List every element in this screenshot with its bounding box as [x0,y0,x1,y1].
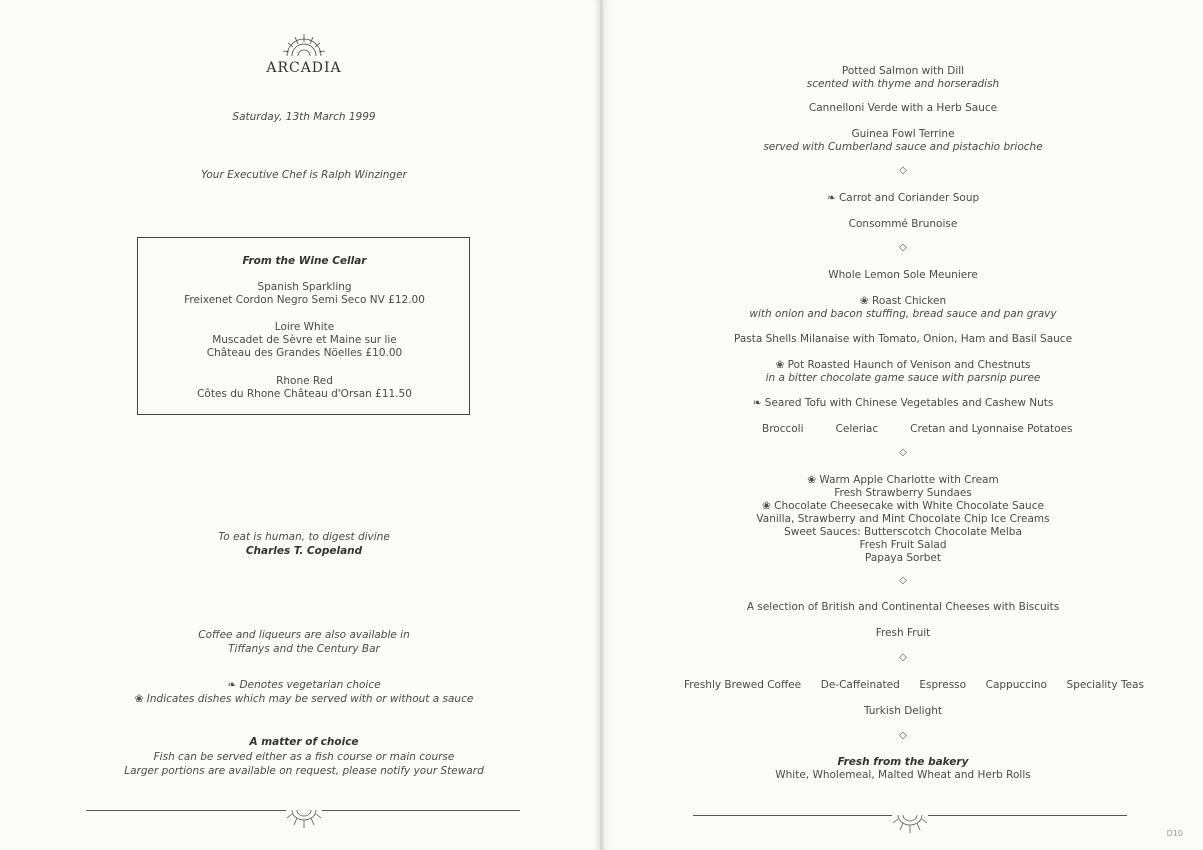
vegetarian-note: ❧ Denotes vegetarian choice [227,679,381,691]
dessert-item: ❀ Warm Apple Charlotte with Cream [807,474,999,486]
menu-item [603,128,1203,154]
dish-description: with onion and bacon stuffing, bread sauce and pan gravy [749,308,1057,320]
soup-item: Consommé Brunoise [848,218,958,230]
wine-heading: Loire White [274,321,335,333]
dish-description: scented with thyme and horseradish [806,78,1000,90]
drink-item: Speciality Teas [1066,679,1144,691]
course-separator: ◇ [899,652,907,663]
coffee-note: Coffee and liqueurs are also available in [198,629,410,641]
drink-item: Freshly Brewed Coffee [684,679,802,691]
dish-name: Cannelloni Verde with a Herb Sauce [808,102,998,114]
bakery-item: White, Wholemeal, Malted Wheat and Herb Rolls [775,769,1031,781]
dish-name: ❧ Seared Tofu with Chinese Vegetables and Cashew Nuts [752,397,1054,409]
vegetable-item: Celeriac [835,423,879,435]
menu-item [603,359,1203,385]
choice-line: Larger portions are available on request, please notify your Steward [124,765,484,777]
sauce-note: ❀ Indicates dishes which may be served with or without a sauce [134,693,474,705]
dessert-item: ❀ Chocolate Cheesecake with White Chocolate Sauce [762,500,1044,512]
sunburst-logo-icon [279,32,329,58]
dessert-item: Fresh Fruit Salad [859,539,947,551]
wine-line: Muscadet de Sèvre et Maine sur lie [212,334,397,346]
logo-text: ARCADIA [266,60,342,76]
wine-group [138,375,471,401]
wine-heading: Rhone Red [276,375,333,387]
wine-group [138,281,471,307]
dessert-item: Vanilla, Strawberry and Mint Chocolate Chip Ice Creams [756,513,1050,525]
arcadia-logo [254,32,354,76]
course-separator: ◇ [899,242,907,253]
bakery-title: Fresh from the bakery [837,756,969,768]
desserts-list [603,474,1203,565]
dessert-item: Sweet Sauces: Butterscotch Chocolate Melba [784,526,1022,538]
menu-item [603,295,1203,321]
sunburst-icon [892,813,928,835]
menu-item [603,65,1203,91]
course-separator: ◇ [899,730,907,741]
page-code: D10 [1166,829,1183,838]
drinks-row [684,679,1144,691]
drink-item: Cappuccino [985,679,1047,691]
dish-name: Guinea Fowl Terrine [851,128,955,140]
choice-line: Fish can be served either as a fish course or main course [153,751,455,763]
soup-item: ❧ Carrot and Coriander Soup [826,192,980,204]
wine-cellar-title: From the Wine Cellar [242,255,367,267]
wine-cellar-box [137,237,470,415]
menu-item [603,333,1203,346]
turkish-delight: Turkish Delight [863,705,943,717]
drink-item: De-Caffeinated [820,679,900,691]
dish-description: in a bitter chocolate game sauce with parsnip puree [765,372,1041,384]
fish-item: Whole Lemon Sole Meuniere [828,269,978,281]
menu-item [603,397,1203,410]
vegetable-item: Broccoli [762,423,804,435]
sunburst-icon [286,808,322,830]
wine-line: Côtes du Rhone Château d'Orsan £11.50 [197,388,412,400]
dish-name: Pasta Shells Milanaise with Tomato, Onion, Ham and Basil Sauce [733,333,1073,345]
wine-heading: Spanish Sparkling [257,281,352,293]
cheese-item: A selection of British and Continental Cheeses with Biscuits [746,601,1060,613]
dessert-item: Fresh Strawberry Sundaes [834,487,972,499]
dessert-item: Papaya Sorbet [864,552,942,564]
menu-date: Saturday, 13th March 1999 [232,111,376,123]
quote: To eat is human, to digest divine [218,531,390,543]
chef-line: Your Executive Chef is Ralph Winzinger [201,169,407,181]
quote-author: Charles T. Copeland [245,545,363,557]
dish-description: served with Cumberland sauce and pistachio brioche [763,141,1043,153]
drink-item: Espresso [919,679,967,691]
course-separator: ◇ [899,165,907,176]
course-separator: ◇ [899,447,907,458]
wine-line: Château des Grandes Nöelles £10.00 [206,347,403,359]
dish-name: ❀ Roast Chicken [859,295,947,307]
choice-title: A matter of choice [249,736,359,748]
fruit-item: Fresh Fruit [875,627,931,639]
wine-line: Freixenet Cordon Negro Semi Seco NV £12.00 [184,294,425,306]
vegetable-item: Cretan and Lyonnaise Potatoes [910,423,1073,435]
dish-name: Potted Salmon with Dill [841,65,965,77]
left-page [0,0,600,850]
menu-item [603,102,1203,115]
course-separator: ◇ [899,575,907,586]
wine-group [138,321,471,360]
vegetables-row [762,423,1073,435]
coffee-note: Tiffanys and the Century Bar [228,643,380,655]
dish-name: ❀ Pot Roasted Haunch of Venison and Chestnuts [775,359,1031,371]
